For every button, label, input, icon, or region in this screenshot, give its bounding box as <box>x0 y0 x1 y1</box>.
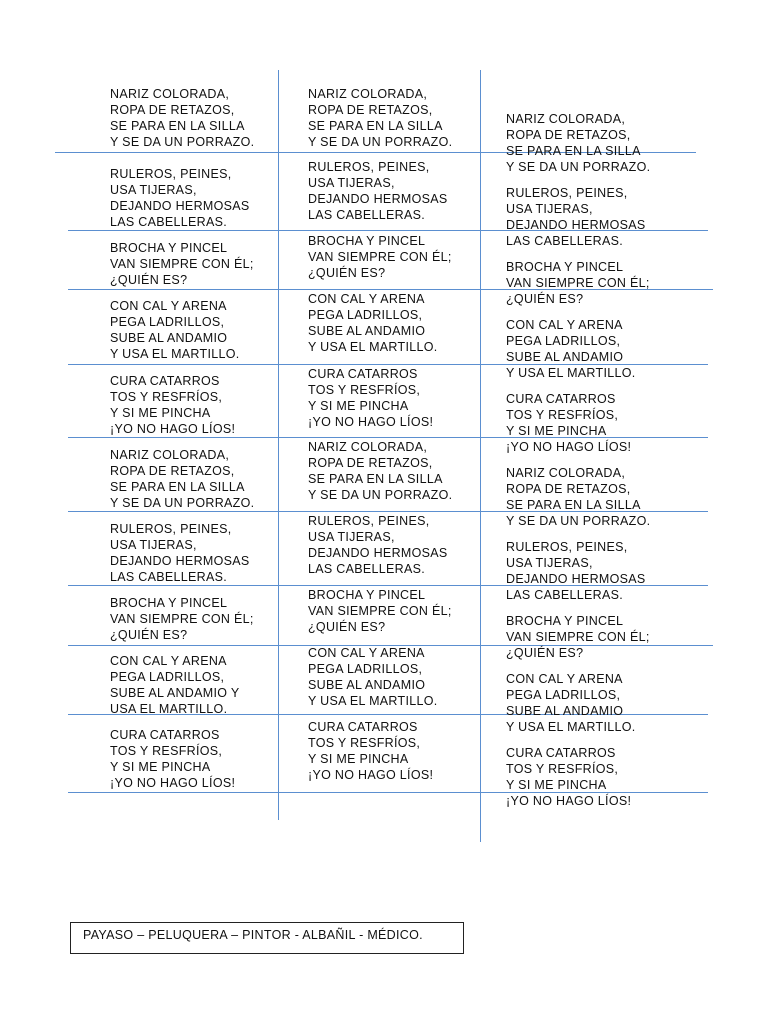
riddle-line: Y SI ME PINCHA <box>506 778 607 792</box>
riddle-line: RULEROS, PEINES, <box>110 522 232 536</box>
riddle-card <box>110 373 235 437</box>
riddle-card <box>110 86 254 150</box>
riddle-card <box>506 111 650 175</box>
riddle-line: CURA CATARROS <box>110 374 220 388</box>
answer-key-text: PAYASO – PELUQUERA – PINTOR - ALBAÑIL - MÉDICO. <box>83 928 423 942</box>
riddle-line: LAS CABELLERAS. <box>506 588 624 602</box>
riddle-line: Y SI ME PINCHA <box>308 399 409 413</box>
riddle-line: NARIZ COLORADA, <box>506 112 626 126</box>
riddle-line: CURA CATARROS <box>308 367 418 381</box>
riddle-line: ROPA DE RETAZOS, <box>308 103 433 117</box>
riddle-line: ¿QUIÉN ES? <box>308 266 386 280</box>
riddle-line: SUBE AL ANDAMIO <box>506 350 624 364</box>
riddle-line: PEGA LADRILLOS, <box>506 688 621 702</box>
riddle-line: VAN SIEMPRE CON ÉL; <box>110 612 254 626</box>
riddle-line: Y SI ME PINCHA <box>110 760 211 774</box>
answer-key-box <box>70 922 464 954</box>
riddle-line: TOS Y RESFRÍOS, <box>110 744 223 758</box>
riddle-line: BROCHA Y PINCEL <box>506 260 624 274</box>
riddle-line: LAS CABELLERAS. <box>110 570 228 584</box>
riddle-line: USA TIJERAS, <box>506 556 593 570</box>
riddle-line: SE PARA EN LA SILLA <box>110 480 245 494</box>
riddle-card <box>110 298 240 362</box>
riddle-card <box>308 233 452 281</box>
riddle-line: PEGA LADRILLOS, <box>506 334 621 348</box>
riddle-line: ¿QUIÉN ES? <box>110 628 188 642</box>
riddle-line: Y SI ME PINCHA <box>308 752 409 766</box>
riddle-card <box>110 447 254 511</box>
riddle-line: Y SE DA UN PORRAZO. <box>308 135 453 149</box>
riddle-line: SE PARA EN LA SILLA <box>308 472 443 486</box>
riddle-card <box>110 653 239 717</box>
riddle-card <box>110 727 235 791</box>
riddle-line: Y USA EL MARTILLO. <box>308 340 438 354</box>
riddle-card <box>110 166 250 230</box>
riddle-line: Y SE DA UN PORRAZO. <box>506 160 651 174</box>
riddle-line: Y SE DA UN PORRAZO. <box>110 135 255 149</box>
riddle-card <box>506 259 650 307</box>
riddle-line: DEJANDO HERMOSAS <box>110 554 250 568</box>
riddle-line: USA TIJERAS, <box>308 176 395 190</box>
riddle-line: USA TIJERAS, <box>110 538 197 552</box>
riddle-card <box>110 595 254 643</box>
riddle-line: CURA CATARROS <box>506 392 616 406</box>
riddle-line: NARIZ COLORADA, <box>308 87 428 101</box>
riddle-line: NARIZ COLORADA, <box>110 87 230 101</box>
riddle-line: VAN SIEMPRE CON ÉL; <box>506 630 650 644</box>
riddle-line: BROCHA Y PINCEL <box>506 614 624 628</box>
riddle-line: SUBE AL ANDAMIO <box>506 704 624 718</box>
riddle-line: NARIZ COLORADA, <box>308 440 428 454</box>
riddle-line: SUBE AL ANDAMIO <box>308 324 426 338</box>
riddle-line: VAN SIEMPRE CON ÉL; <box>308 250 452 264</box>
riddle-line: TOS Y RESFRÍOS, <box>308 383 421 397</box>
riddle-line: LAS CABELLERAS. <box>506 234 624 248</box>
riddle-line: Y SE DA UN PORRAZO. <box>308 488 453 502</box>
riddle-line: ¡YO NO HAGO LÍOS! <box>506 794 632 808</box>
riddle-card <box>506 745 631 809</box>
riddle-card <box>506 317 636 381</box>
riddle-line: ¿QUIÉN ES? <box>308 620 386 634</box>
riddle-line: ¡YO NO HAGO LÍOS! <box>506 440 632 454</box>
riddle-card <box>308 86 452 150</box>
riddle-line: ROPA DE RETAZOS, <box>506 482 631 496</box>
riddle-line: NARIZ COLORADA, <box>506 466 626 480</box>
riddle-line: LAS CABELLERAS. <box>308 562 426 576</box>
riddle-line: ¿QUIÉN ES? <box>506 292 584 306</box>
riddle-line: SUBE AL ANDAMIO Y <box>110 686 240 700</box>
riddle-line: DEJANDO HERMOSAS <box>308 192 448 206</box>
riddle-line: PEGA LADRILLOS, <box>308 308 423 322</box>
riddle-card <box>308 513 448 577</box>
riddle-line: ¡YO NO HAGO LÍOS! <box>308 768 434 782</box>
riddle-line: LAS CABELLERAS. <box>308 208 426 222</box>
riddle-line: TOS Y RESFRÍOS, <box>506 762 619 776</box>
riddle-line: ¿QUIÉN ES? <box>506 646 584 660</box>
riddle-line: ¡YO NO HAGO LÍOS! <box>110 776 236 790</box>
riddle-line: USA EL MARTILLO. <box>110 702 228 716</box>
riddle-card <box>308 366 433 430</box>
riddle-line: USA TIJERAS, <box>308 530 395 544</box>
riddle-card <box>308 719 433 783</box>
riddle-line: PEGA LADRILLOS, <box>110 315 225 329</box>
riddle-line: CON CAL Y ARENA <box>308 646 425 660</box>
riddle-line: CURA CATARROS <box>110 728 220 742</box>
riddle-line: RULEROS, PEINES, <box>308 160 430 174</box>
riddle-line: VAN SIEMPRE CON ÉL; <box>110 257 254 271</box>
riddle-line: DEJANDO HERMOSAS <box>110 199 250 213</box>
riddle-line: DEJANDO HERMOSAS <box>506 218 646 232</box>
riddle-line: Y USA EL MARTILLO. <box>506 366 636 380</box>
riddle-line: TOS Y RESFRÍOS, <box>308 736 421 750</box>
riddle-line: ROPA DE RETAZOS, <box>110 103 235 117</box>
riddle-line: RULEROS, PEINES, <box>110 167 232 181</box>
riddle-line: CON CAL Y ARENA <box>110 299 227 313</box>
riddle-line: RULEROS, PEINES, <box>308 514 430 528</box>
riddle-line: SE PARA EN LA SILLA <box>308 119 443 133</box>
riddle-line: SUBE AL ANDAMIO <box>308 678 426 692</box>
riddle-line: PEGA LADRILLOS, <box>110 670 225 684</box>
riddle-line: USA TIJERAS, <box>110 183 197 197</box>
riddle-line: BROCHA Y PINCEL <box>308 588 426 602</box>
riddle-line: PEGA LADRILLOS, <box>308 662 423 676</box>
riddle-line: CURA CATARROS <box>308 720 418 734</box>
riddle-card <box>506 465 650 529</box>
riddle-card <box>506 185 646 249</box>
riddle-line: ROPA DE RETAZOS, <box>110 464 235 478</box>
riddle-line: USA TIJERAS, <box>506 202 593 216</box>
riddle-card <box>110 521 250 585</box>
riddle-line: Y SE DA UN PORRAZO. <box>110 496 255 510</box>
riddle-line: TOS Y RESFRÍOS, <box>110 390 223 404</box>
riddle-card <box>506 539 646 603</box>
riddle-card <box>308 159 448 223</box>
riddle-line: BROCHA Y PINCEL <box>110 241 228 255</box>
riddle-line: SE PARA EN LA SILLA <box>506 144 641 158</box>
riddle-card <box>308 587 452 635</box>
riddle-line: VAN SIEMPRE CON ÉL; <box>308 604 452 618</box>
riddle-line: ¿QUIÉN ES? <box>110 273 188 287</box>
riddle-line: DEJANDO HERMOSAS <box>506 572 646 586</box>
riddle-card <box>506 391 631 455</box>
riddle-card <box>308 291 438 355</box>
riddle-line: CURA CATARROS <box>506 746 616 760</box>
riddle-line: CON CAL Y ARENA <box>110 654 227 668</box>
riddle-line: Y SI ME PINCHA <box>110 406 211 420</box>
riddle-line: BROCHA Y PINCEL <box>308 234 426 248</box>
riddle-line: SUBE AL ANDAMIO <box>110 331 228 345</box>
riddle-line: Y SI ME PINCHA <box>506 424 607 438</box>
vertical-cut-line <box>480 70 481 842</box>
riddle-line: CON CAL Y ARENA <box>506 318 623 332</box>
riddle-line: Y USA EL MARTILLO. <box>110 347 240 361</box>
riddle-card <box>110 240 254 288</box>
riddle-line: ROPA DE RETAZOS, <box>308 456 433 470</box>
riddle-line: CON CAL Y ARENA <box>506 672 623 686</box>
riddle-card <box>506 613 650 661</box>
riddle-line: Y SE DA UN PORRAZO. <box>506 514 651 528</box>
riddle-line: LAS CABELLERAS. <box>110 215 228 229</box>
riddle-card <box>308 645 438 709</box>
riddle-line: SE PARA EN LA SILLA <box>506 498 641 512</box>
riddle-line: CON CAL Y ARENA <box>308 292 425 306</box>
riddle-card <box>308 439 452 503</box>
riddle-line: Y USA EL MARTILLO. <box>308 694 438 708</box>
riddle-card <box>506 671 636 735</box>
riddle-line: NARIZ COLORADA, <box>110 448 230 462</box>
riddle-line: ¡YO NO HAGO LÍOS! <box>308 415 434 429</box>
riddle-line: ¡YO NO HAGO LÍOS! <box>110 422 236 436</box>
riddle-line: TOS Y RESFRÍOS, <box>506 408 619 422</box>
riddle-line: SE PARA EN LA SILLA <box>110 119 245 133</box>
riddle-line: DEJANDO HERMOSAS <box>308 546 448 560</box>
riddle-line: ROPA DE RETAZOS, <box>506 128 631 142</box>
riddle-line: Y USA EL MARTILLO. <box>506 720 636 734</box>
vertical-cut-line <box>278 70 279 820</box>
riddle-line: RULEROS, PEINES, <box>506 186 628 200</box>
riddle-line: BROCHA Y PINCEL <box>110 596 228 610</box>
riddle-line: RULEROS, PEINES, <box>506 540 628 554</box>
riddle-line: VAN SIEMPRE CON ÉL; <box>506 276 650 290</box>
